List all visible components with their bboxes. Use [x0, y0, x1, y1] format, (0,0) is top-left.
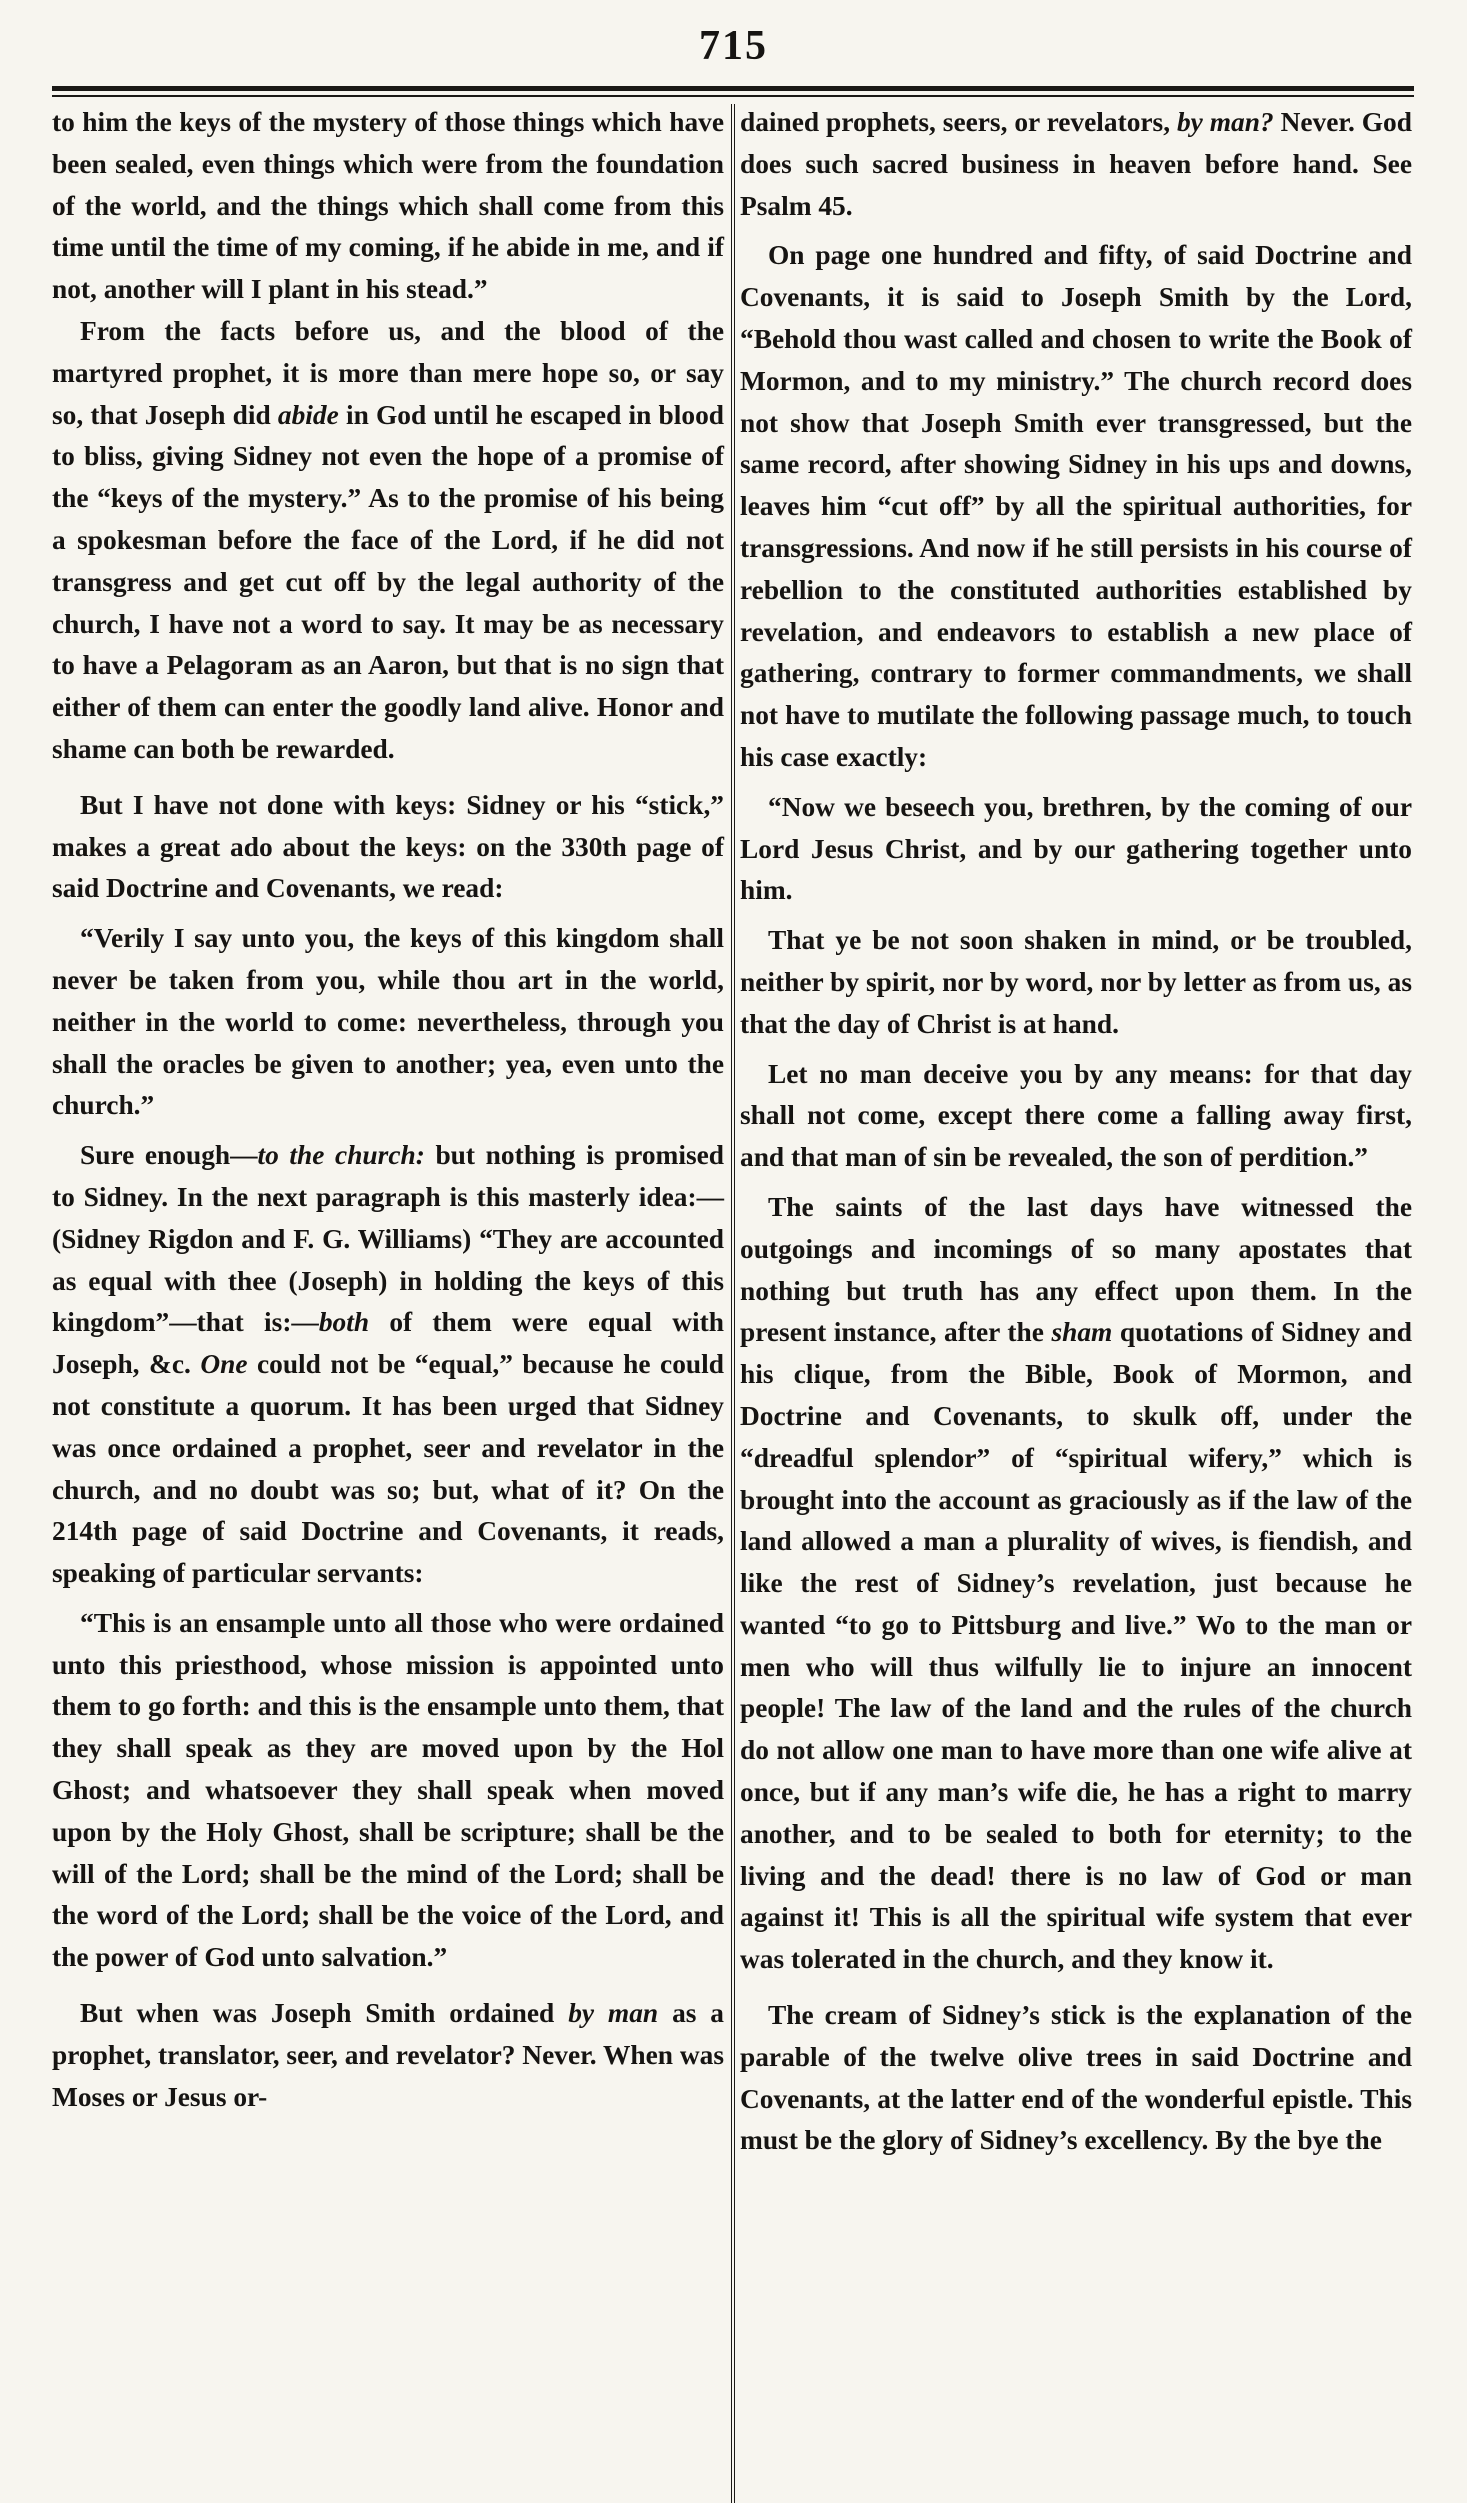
text-run: dained prophets, seers, or revelators,	[740, 107, 1171, 137]
paragraph	[52, 311, 724, 771]
text-run: The saints of the last days have witnessed the outgoings and incomings of so many apostates that nothing but truth has any effect upon them. In the present instance, after the	[740, 1191, 1412, 1348]
text-run: Sure enough—	[80, 1140, 258, 1171]
text-run: as a prophet, translator, seer, and revelator? Never. When was Moses or Jesus or-	[52, 1998, 724, 2112]
quote-paragraph: “Now we beseech you, brethren, by the coming of our Lord Jesus Christ, and by our gathering together unto him.	[740, 791, 1412, 906]
text-run: but nothing is promised to Sidney. In the next paragraph is this masterly idea:—(Sidney Rigdon and F. G. Williams) “They are accounted as equal with thee (Joseph) in holding the keys of this kingdom”—that is:—	[52, 1140, 724, 1338]
italic-text: One	[200, 1349, 248, 1380]
paragraph: to him the keys of the mystery of those things which have been sealed, even things which were from the foundation of the world, and the things which shall come from this time until the time of my coming, if he abide in me, and if not, another will I plant in his stead.”	[52, 107, 724, 305]
italic-text: both	[318, 1307, 370, 1338]
text-run: But when was Joseph Smith ordained	[80, 1998, 555, 2029]
left-column	[52, 102, 724, 2118]
quote-paragraph: Let no man deceive you by any means: for that day shall not come, except there come a falling away first, and that man of sin be revealed, the son of perdition.”	[740, 1058, 1412, 1173]
text-run: in God until he escaped in blood to bliss, giving Sidney not even the hope of a promise of the “keys of the mystery.” As to the promise of his being a spokesman before the face of the Lord, if he did not transgress and get cut off by the legal authority of the church, I have not a word to say. It may be as necessary to have a Pelagoram as an Aaron, but that is no sign that either of them can enter the goodly land alive. Honor and shame can both be rewarded.	[52, 399, 724, 764]
paragraph: But I have not done with keys: Sidney or his “stick,” makes a great ado about the keys: on the 330th page of said Doctrine and Covenants, we read:	[52, 789, 724, 904]
header-rule-thin	[52, 95, 1414, 97]
italic-text: to the church:	[257, 1140, 425, 1171]
paragraph: On page one hundred and fifty, of said Doctrine and Covenants, it is said to Joseph Smith by the Lord, “Behold thou wast called and chosen to write the Book of Mormon, and to my ministry.” The church record does not show that Joseph Smith ever transgressed, but the same record, after showing Sidney in his ups and downs, leaves him “cut off” by all the spiritual authorities, for transgressions. And now if he still persists in his course of rebellion to the constituted authorities established by revelation, and endeavors to establish a new place of gathering, contrary to former commandments, we shall not have to mutilate the following passage much, to touch his case exactly:	[740, 240, 1412, 772]
text-run: of them were equal with Joseph, &c.	[52, 1307, 724, 1380]
text-run: quotations of Sidney and his clique, from the Bible, Book of Mormon, and Doctrine and Covenants, to skulk off, under the “dreadful splendor” of “spiritual wifery,” which is brought into the account as graciously as if the law of the land allowed a man a plurality of wives, is fiendish, and like the rest of Sidney’s revelation, just because he wanted “to go to Pittsburg and live.” Wo to the man or men who will thus wilfully lie to injure an innocent people! The law of the land and the rules of the church do not allow one man to have more than one wife alive at once, but if any man’s wife die, he has a right to marry another, and to be sealed to both for eternity; to the living and the dead! there is no law of God or man against it! This is all the spiritual wife system that ever was tolerated in the church, and they know it.	[740, 1317, 1412, 1975]
quote-paragraph: “This is an ensample unto all those who were ordained unto this priesthood, whose mission is appointed unto them to go forth: and this is the ensample unto them, that they shall speak as they are moved upon by the Hol Ghost; and whatsoever they shall speak when moved upon by the Holy Ghost, shall be scripture; shall be the will of the Lord; shall be the mind of the Lord; shall be the word of the Lord; shall be the voice of the Lord, and the power of God unto salvation.”	[52, 1607, 724, 1973]
quote-paragraph: “Verily I say unto you, the keys of this kingdom shall never be taken from you, while thou art in the world, neither in the world to come: nevertheless, through you shall the oracles be given to another; yea, even unto the church.”	[52, 923, 724, 1121]
italic-text: abide	[277, 399, 339, 430]
paragraph	[52, 1993, 724, 2118]
page-number: 715	[699, 23, 768, 69]
text-run: Never. God does such sacred business in heaven before hand. See Psalm 45.	[740, 107, 1412, 221]
italic-text: by man	[568, 1998, 659, 2029]
paragraph	[740, 102, 1412, 227]
paragraph: The cream of Sidney’s stick is the explanation of the parable of the twelve olive trees in said Doctrine and Covenants, at the latter end of the wonderful epistle. This must be the glory of Sidney’s excellency. By the bye the	[740, 2000, 1412, 2156]
column-divider	[731, 104, 735, 2503]
right-column	[740, 102, 1412, 2162]
paragraph	[52, 1135, 724, 1595]
quote-paragraph: That ye be not soon shaken in mind, or be troubled, neither by spirit, nor by word, nor by letter as from us, as that the day of Christ is at hand.	[740, 925, 1412, 1039]
italic-text: sham	[1051, 1317, 1113, 1348]
text-run: could not be “equal,” because he could not constitute a quorum. It has been urged that Sidney was once ordained a prophet, seer and revelator in the church, and no doubt was so; but, what of it? On the 214th page of said Doctrine and Covenants, it reads, speaking of particular servants:	[52, 1349, 724, 1589]
paragraph	[740, 1187, 1412, 1981]
italic-text: by man?	[1176, 107, 1274, 137]
text-run: From the facts before us, and the blood of the martyred prophet, it is more than mere hope so, or say so, that Joseph did	[52, 315, 724, 430]
header-rule-thick	[52, 86, 1414, 91]
